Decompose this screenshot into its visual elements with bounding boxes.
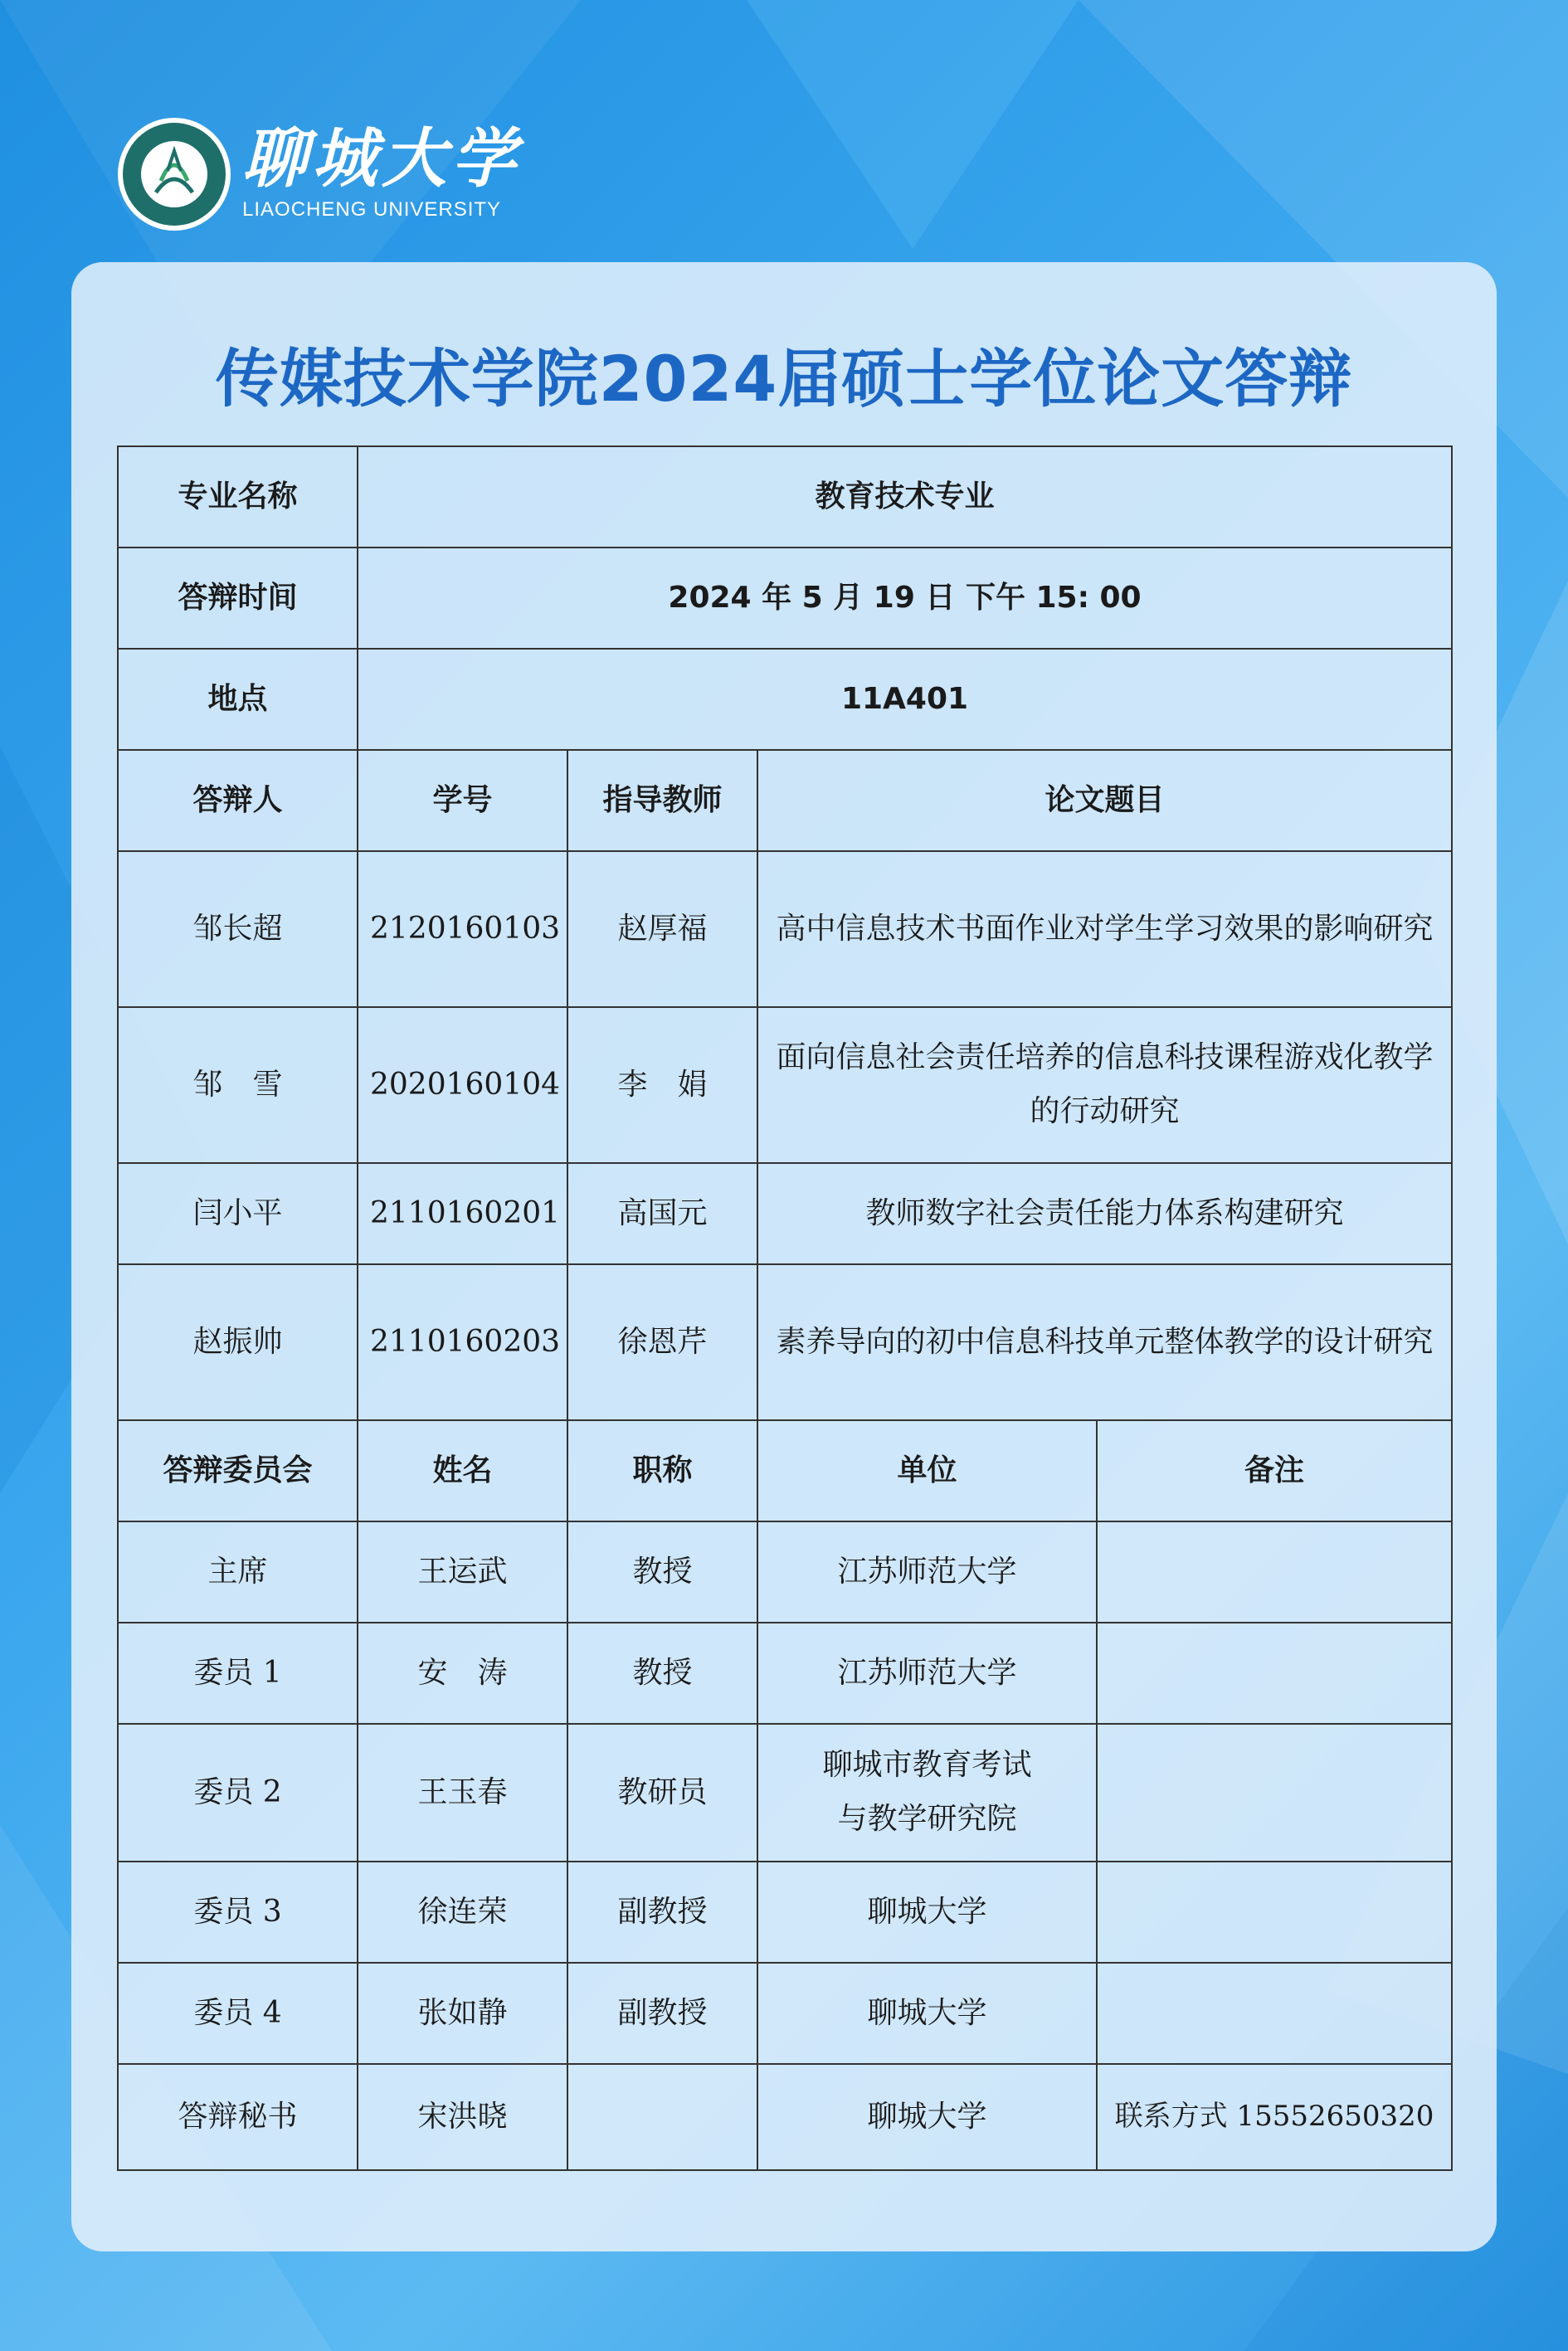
committee-role: 答辩秘书 xyxy=(118,2064,358,2170)
committee-note xyxy=(1097,1623,1452,1724)
info-row-major xyxy=(118,446,1452,548)
student-name: 赵振帅 xyxy=(118,1264,358,1420)
committee-row xyxy=(118,1724,1452,1862)
committee-row xyxy=(118,1862,1452,1963)
student-row xyxy=(118,1264,1452,1420)
committee-unit: 聊城大学 xyxy=(757,1862,1097,1963)
brand-name-cn: 聊城大学 xyxy=(242,121,522,197)
col-header: 指导教师 xyxy=(567,750,757,851)
committee-title: 教授 xyxy=(567,1623,757,1724)
committee-name: 张如静 xyxy=(358,1963,567,2064)
col-header: 学号 xyxy=(358,750,567,851)
committee-row xyxy=(118,1963,1452,2064)
committee-role: 主席 xyxy=(118,1521,358,1623)
student-advisor: 高国元 xyxy=(567,1163,757,1264)
defense-card xyxy=(71,262,1497,2251)
student-advisor: 徐恩芹 xyxy=(567,1264,757,1420)
student-thesis: 教师数字社会责任能力体系构建研究 xyxy=(757,1163,1452,1264)
info-row-time xyxy=(118,548,1452,649)
committee-title: 副教授 xyxy=(567,1862,757,1963)
committee-unit: 聊城大学 xyxy=(757,1963,1097,2064)
info-value: 2024 年 5 月 19 日 下午 15: 00 xyxy=(358,548,1452,649)
student-row xyxy=(118,1163,1452,1264)
committee-title: 教研员 xyxy=(567,1724,757,1862)
committee-name: 安 涛 xyxy=(358,1623,567,1724)
committee-row-secretary xyxy=(118,2064,1452,2170)
student-id: 2020160104 xyxy=(358,1007,567,1163)
student-thesis: 素养导向的初中信息科技单元整体教学的设计研究 xyxy=(757,1264,1452,1420)
committee-role: 委员 4 xyxy=(118,1963,358,2064)
info-row-location xyxy=(118,649,1452,750)
committee-unit: 聊城大学 xyxy=(757,2064,1097,2170)
student-thesis: 高中信息技术书面作业对学生学习效果的影响研究 xyxy=(757,851,1452,1007)
committee-role: 委员 2 xyxy=(118,1724,358,1862)
defense-table xyxy=(117,445,1453,2171)
student-row xyxy=(118,851,1452,1007)
students-header-row xyxy=(118,750,1452,851)
committee-title: 教授 xyxy=(567,1521,757,1623)
col-header: 单位 xyxy=(757,1420,1097,1521)
committee-title xyxy=(567,2064,757,2170)
info-value: 教育技术专业 xyxy=(358,446,1452,548)
committee-row xyxy=(118,1623,1452,1724)
student-thesis: 面向信息社会责任培养的信息科技课程游戏化教学的行动研究 xyxy=(757,1007,1452,1163)
col-header: 姓名 xyxy=(358,1420,567,1521)
student-row xyxy=(118,1007,1452,1163)
committee-name: 王运武 xyxy=(358,1521,567,1623)
committee-name: 王玉春 xyxy=(358,1724,567,1862)
col-header: 答辩人 xyxy=(118,750,358,851)
student-name: 闫小平 xyxy=(118,1163,358,1264)
university-header xyxy=(116,112,521,236)
info-label: 专业名称 xyxy=(118,446,358,548)
committee-header-row xyxy=(118,1420,1452,1521)
committee-note xyxy=(1097,1521,1452,1623)
brand-name-en: LIAOCHENG UNIVERSITY xyxy=(242,198,502,221)
committee-role: 委员 3 xyxy=(118,1862,358,1963)
committee-role: 委员 1 xyxy=(118,1623,358,1724)
committee-title: 副教授 xyxy=(567,1963,757,2064)
committee-name: 宋洪晓 xyxy=(358,2064,567,2170)
student-name: 邹 雪 xyxy=(118,1007,358,1163)
col-header: 职称 xyxy=(567,1420,757,1521)
university-seal-logo xyxy=(116,116,232,232)
committee-note xyxy=(1097,1963,1452,2064)
committee-note xyxy=(1097,1724,1452,1862)
col-header: 论文题目 xyxy=(757,750,1452,851)
student-id: 2120160103 xyxy=(358,851,567,1007)
student-advisor: 李 娟 xyxy=(567,1007,757,1163)
col-header: 备注 xyxy=(1097,1420,1452,1521)
committee-unit: 聊城市教育考试 与教学研究院 xyxy=(757,1724,1097,1862)
committee-unit: 江苏师范大学 xyxy=(757,1521,1097,1623)
page-title: 传媒技术学院2024届硕士学位论文答辩 xyxy=(215,342,1353,416)
committee-unit: 江苏师范大学 xyxy=(757,1623,1097,1724)
info-value: 11A401 xyxy=(358,649,1452,750)
committee-name: 徐连荣 xyxy=(358,1862,567,1963)
student-advisor: 赵厚福 xyxy=(567,851,757,1007)
committee-row xyxy=(118,1521,1452,1623)
committee-note xyxy=(1097,1862,1452,1963)
info-label: 答辩时间 xyxy=(118,548,358,649)
committee-note: 联系方式 15552650320 xyxy=(1097,2064,1452,2170)
info-label: 地点 xyxy=(118,649,358,750)
student-id: 2110160203 xyxy=(358,1264,567,1420)
student-name: 邹长超 xyxy=(118,851,358,1007)
student-id: 2110160201 xyxy=(358,1163,567,1264)
col-header: 答辩委员会 xyxy=(118,1420,358,1521)
